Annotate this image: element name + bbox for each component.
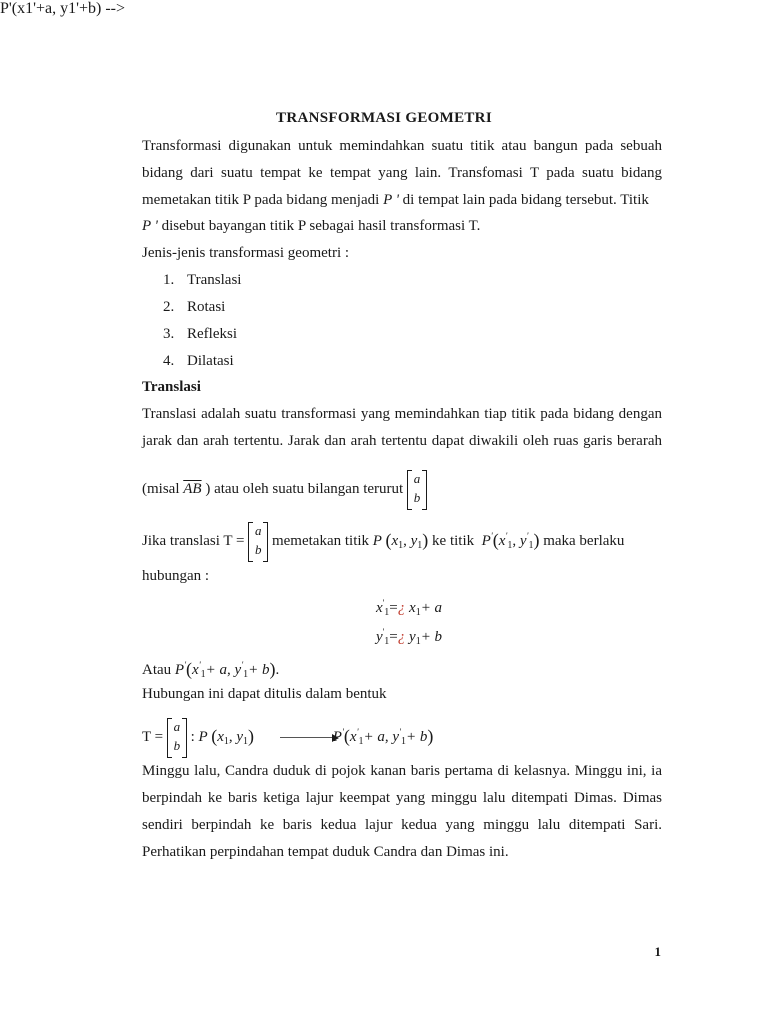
intro-line-3-text-b: di tempat lain pada bidang tersebut. Titik: [402, 192, 649, 208]
page-number: 1: [654, 944, 661, 959]
equation-x: $x'_1=¿$ $x_1+ a$: [376, 598, 443, 618]
intro-line-4: [142, 216, 662, 236]
intro-line-3-text-a: memetakan titik P pada bidang menjadi: [142, 192, 380, 208]
atau-line: Atau $P'(x'_1+ a$, $y'_1+ b$).: [142, 659, 280, 680]
misal-line: (misal $\overline{AB}$ ) atau oleh suatu bilangan terurut a b: [142, 467, 662, 511]
point-p: P ($x_1$, $y_1$): [372, 530, 429, 551]
intro-line-3: [142, 190, 662, 210]
translasi-line-2: jarak dan arah tertentu. Jarak dan arah tertentu dapat diwakili oleh ruas garis berarah: [142, 433, 662, 449]
list-item: 1. Translasi: [163, 272, 242, 288]
list-item: 4. Dilatasi: [163, 353, 234, 369]
dapat-ditulis-line: Hubungan ini dapat ditulis dalam bentuk: [142, 686, 387, 702]
intro-line-4-text: disebut bayangan titik P sebagai hasil transformasi T.: [161, 218, 481, 234]
jika-line: Jika translasi T = a b memetakan titik P ($x_1$, $y_1$) ke titik $P'(x'_1$, $y'_1$) maka berlaku: [142, 514, 662, 558]
point-p-prime: $P'(x'_1$, $y'_1$): [481, 530, 540, 551]
types-heading: Jenis-jenis transformasi geometri :: [142, 245, 350, 261]
vector-ab: $\overline{AB}$: [183, 481, 202, 497]
hubungan-label: hubungan :: [142, 568, 210, 584]
list-item: 2. Rotasi: [163, 299, 226, 315]
story-line-4: Perhatikan perpindahan tempat duduk Candra dan Dimas ini.: [142, 844, 509, 860]
column-vector: a b: [407, 470, 427, 510]
intro-line-2: bidang dari suatu tempat ke tempat yang lain. Transfomasi T pada suatu bidang: [142, 165, 662, 181]
story-line-2: berpindah ke baris ketiga lajur keempat yang minggu lalu ditempati Dimas. Dimas: [142, 790, 662, 806]
column-vector: a b: [167, 718, 187, 758]
page-title: TRANSFORMASI GEOMETRI: [276, 110, 492, 126]
story-line-3: sendiri berpindah ke baris kedua lajur kedua yang minggu lalu ditempati Sari.: [142, 817, 662, 833]
document-page: TRANSFORMASI GEOMETRI Transformasi digunakan untuk memindahkan suatu titik atau bangun pada sebuah bidang dari suatu tempat ke tempat yang lain. Transfomasi T pada suatu bidang memetakan titik P pada bidang menjadi P ' di tempat lain pada bidang tersebut. Titik P ' disebut bayangan titik P sebagai hasil transformasi T. Jenis-jenis transformasi geometri : 1. Translasi 2. Rotasi 3. Refleksi 4. Dilatasi Translasi Translasi adalah suatu transformasi yang memindahkan tiap titik pada bidang dengan jarak dan arah tertentu. Jarak dan arah tertentu dapat diwakili oleh ruas garis berarah (misal $\overline{AB}$ ) atau oleh suatu bilangan terurut a b Jika translasi T = a b memetakan titik P ($x_1$, $y_1$) ke titik $P'(x'_1$, $y'_1$) maka berlaku hubungan : $x'_1=¿$ $x_1+ a$ $y'_1=¿$ $y_1+ b$ Atau $P'(x'_1+ a$, $y'_1+ b$). Hubungan ini dapat ditulis dalam bentuk P'(x1'+a, y1'+b) --> T = a b : P ($x_1$, $y_1$) $P'(x'_1+ a$, $y'_1+ b$) Minggu lalu, Candra duduk di pojok kanan baris pertama di kelasnya. Minggu ini, ia berpindah ke baris ketiga lajur keempat yang minggu lalu ditempati Dimas. Dimas sendiri berpindah ke baris kedua lajur kedua yang minggu lalu ditempati Sari. Perhatikan perpindahan tempat duduk Candra dan Dimas ini. 1: [0, 0, 768, 1024]
column-vector: a b: [248, 522, 268, 562]
list-item: 3. Refleksi: [163, 326, 237, 342]
p-prime-symbol: P ': [383, 192, 399, 208]
p-prime-symbol: P ': [142, 218, 158, 234]
mapping-line: T = a b : P ($x_1$, $y_1$) $P'(x'_1+ a$, $y'_1+ b$): [142, 710, 662, 754]
equation-y: $y'_1=¿$ $y_1+ b$: [376, 627, 443, 647]
section-heading-translasi: Translasi: [142, 379, 201, 395]
mapping-arrow: [280, 737, 332, 738]
intro-line-1: Transformasi digunakan untuk memindahkan suatu titik atau bangun pada sebuah: [142, 138, 662, 154]
translasi-line-1: Translasi adalah suatu transformasi yang memindahkan tiap titik pada bidang dengan: [142, 406, 662, 422]
story-line-1: Minggu lalu, Candra duduk di pojok kanan baris pertama di kelasnya. Minggu ini, ia: [142, 763, 662, 779]
